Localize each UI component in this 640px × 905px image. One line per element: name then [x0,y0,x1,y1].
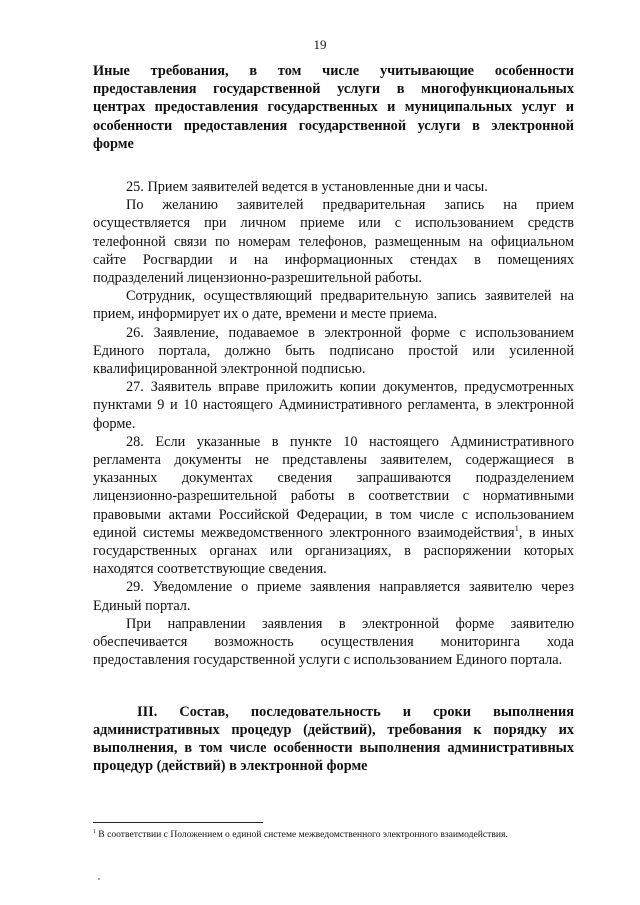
section-heading-iii: III. Состав, последовательность и сроки выполнения административных процедур (действий), требования к порядку их выполнения, в том числе особенности выполнения административных процедур (действий) в электронной форме [93,703,574,775]
section-heading-other-requirements: Иные требования, в том числе учитывающие особенности предоставления государственной услуги в многофункциональных центрах предоставления государственных и муниципальных услуг и особенности предоставления государственной услуги в электронной форме [93,63,574,152]
scan-speck [98,878,100,880]
footnote-reference: 1 [514,523,519,534]
footnote-separator [93,822,263,823]
paragraph-25: 25. Прием заявителей ведется в установленные дни и часы. [126,179,488,196]
footnote [93,829,593,841]
paragraph-pre-registration: По желанию заявителей предварительная запись на прием осуществляется при личном приеме или с использованием средств телефонной связи по номерам телефонов, размещенным на официальном сайте Росгвардии и на информационных стендах в помещениях подразделений лицензионно-разрешительной работы. [93,197,574,287]
paragraph-28-text: 28. Если указанные в пункте 10 настоящего Административного регламента документы не представлены заявителем, содержащиеся в указанных документах сведения запрашиваются подразделением лицензионно-разрешительной работы в соответствии с нормативными правовыми актами Российской Федерации, в том числе с использованием единой системы межведомственного электронного взаимодействия [93,433,574,541]
paragraph-employee-informs: Сотрудник, осуществляющий предварительную запись заявителей на прием, информирует их о дате, времени и месте приема. [93,288,574,323]
paragraph-26: 26. Заявление, подаваемое в электронной форме с использованием Единого портала, должно быть подписано простой или усиленной квалифицированной электронной подписью. [93,324,574,378]
paragraph-27: 27. Заявитель вправе приложить копии документов, предусмотренных пунктами 9 и 10 настоящего Административного регламента, в электронной форме. [93,379,574,432]
footnote-mark: 1 [93,828,96,835]
paragraph-28-text-cont: , в иных государственных органах или организациях, в распоряжении которых находятся соответствующие сведения. [93,524,574,578]
paragraph-monitoring: При направлении заявления в электронной форме заявителю обеспечивается возможность осуществления мониторинга хода предоставления государственной услуги с использованием Единого портала. [93,615,574,669]
paragraph-28 [93,433,574,579]
paragraph-29: 29. Уведомление о приеме заявления направляется заявителю через Единый портал. [93,579,574,614]
footnote-text: В соответствии с Положением о единой системе межведомственного электронного взаимодействия. [95,829,508,840]
page-number: 19 [313,37,327,52]
page-body [93,62,574,775]
